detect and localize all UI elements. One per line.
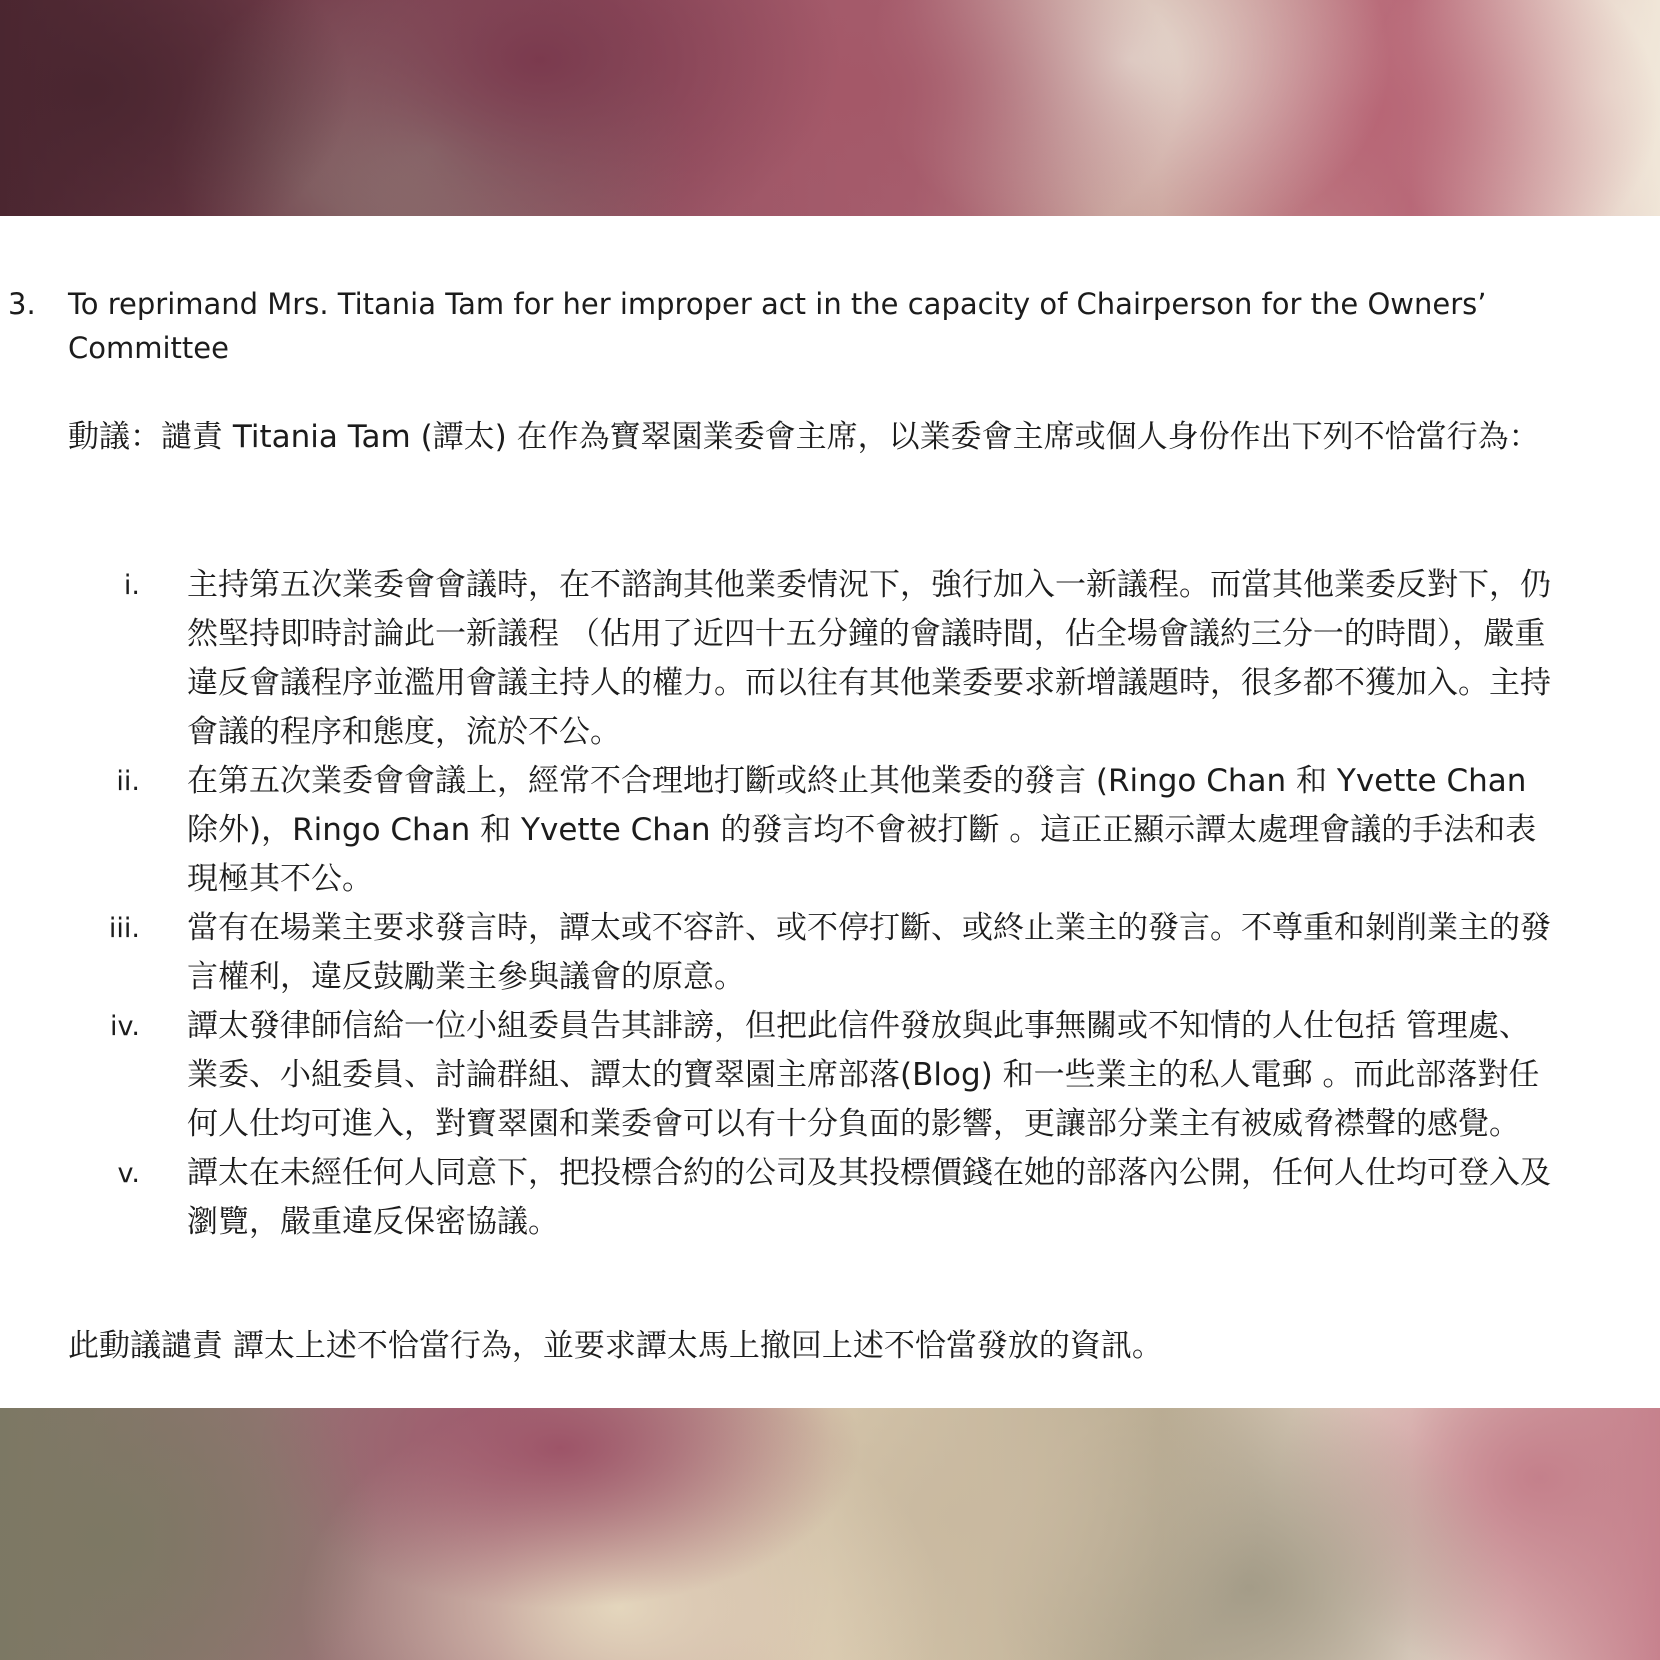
list-item [68, 561, 1558, 757]
list-item-marker: i. [123, 570, 140, 601]
heading-text: To reprimand Mrs. Titania Tam for her improper act in the capacity of Chairperson for the Owners’ Committee [68, 287, 1487, 365]
conclusion-statement: 此動議譴責 譚太上述不恰當行為，並要求譚太馬上撤回上述不恰當發放的資訊。 [68, 1328, 1163, 1364]
list-item-marker: iv. [110, 1011, 140, 1042]
list-item-text: 在第五次業委會會議上，經常不合理地打斷或終止其他業委的發言 (Ringo Chan 和 Yvette Chan 除外)，Ringo Chan 和 Yvette Chan 的發言均不會被打斷 。這正正顯示譚太處理會議的手法和表現極其不公。 [187, 763, 1537, 897]
list-item-text: 主持第五次業委會會議時，在不諮詢其他業委情況下，強行加入一新議程。而當其他業委反對下，仍然堅持即時討論此一新議程 （佔用了近四十五分鐘的會議時間，佔全場會議約三分一的時間），嚴重違反會議程序並濫用會議主持人的權力。而以往有其他業委要求新增議題時，很多都不獲加入。主持會議的程序和態度，流於不公。 [187, 567, 1551, 750]
list-item-marker: v. [117, 1158, 140, 1189]
motion-statement: 動議：譴責 Titania Tam (譚太) 在作為寶翠園業委會主席，以業委會主席或個人身份作出下列不恰當行為： [68, 419, 1540, 455]
list-item [68, 757, 1558, 904]
heading-number: 3. [8, 287, 36, 321]
list-item [68, 1002, 1558, 1149]
blurred-background-top [0, 0, 1660, 216]
list-item-text: 譚太發律師信給一位小組委員告其誹謗，但把此信件發放與此事無關或不知情的人仕包括 管理處、業委、小組委員、討論群組、譚太的寶翠園主席部落(Blog) 和一些業主的私人電郵 。而此部落對任何人仕均可進入，對寶翠園和業委會可以有十分負面的影響，更讓部分業主有被威脅襟聲的感覺。 [187, 1008, 1540, 1142]
list-item-text: 譚太在未經任何人同意下，把投標合約的公司及其投標價錢在她的部落內公開，任何人仕均可登入及瀏覽，嚴重違反保密協議。 [187, 1155, 1551, 1240]
improper-acts-list [68, 561, 1558, 1247]
document-page [0, 216, 1660, 1408]
list-item-marker: iii. [108, 913, 140, 944]
list-item [68, 904, 1558, 1002]
blurred-background-bottom [0, 1408, 1660, 1660]
list-item-marker: ii. [116, 766, 140, 797]
list-item [68, 1149, 1558, 1247]
list-item-text: 當有在場業主要求發言時，譚太或不容許、或不停打斷、或終止業主的發言。不尊重和剝削業主的發言權利，違反鼓勵業主參與議會的原意。 [187, 910, 1551, 995]
